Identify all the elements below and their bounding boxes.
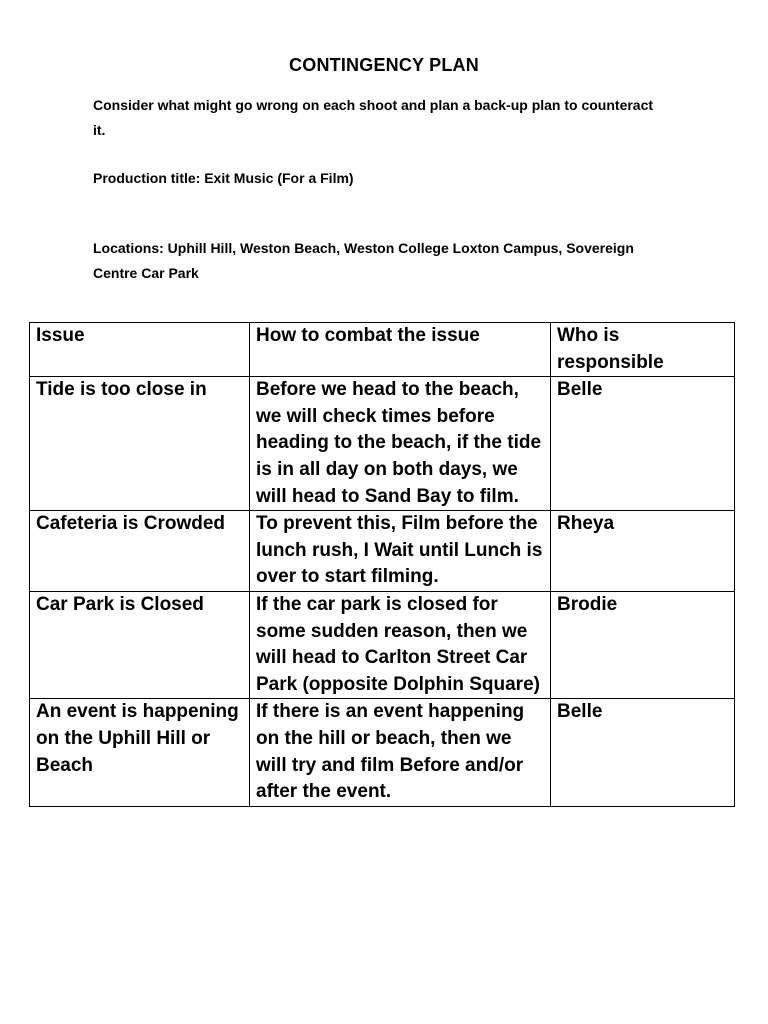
combat-cell: To prevent this, Film before the lunch rush, I Wait until Lunch is over to start filming. bbox=[250, 511, 551, 592]
table-header-row bbox=[30, 323, 735, 377]
combat-cell: If there is an event happening on the hill or beach, then we will try and film Before and/or after the event. bbox=[250, 699, 551, 806]
page-title: CONTINGENCY PLAN bbox=[289, 55, 479, 75]
locations-text: Locations: Uphill Hill, Weston Beach, Weston College Loxton Campus, Sovereign Centre Car Park bbox=[93, 240, 634, 281]
combat-cell: Before we head to the beach, we will check times before heading to the beach, if the tide is in all day on both days, we will head to Sand Bay to film. bbox=[250, 377, 551, 511]
table-row bbox=[30, 377, 735, 511]
issue-cell: An event is happening on the Uphill Hill or Beach bbox=[30, 699, 250, 806]
responsible-cell: Belle bbox=[551, 377, 735, 511]
responsible-cell: Rheya bbox=[551, 511, 735, 592]
contingency-table bbox=[29, 322, 735, 807]
responsible-cell: Belle bbox=[551, 699, 735, 806]
intro-text: Consider what might go wrong on each shoot and plan a back-up plan to counteract it. bbox=[93, 97, 654, 138]
production-title: Production title: Exit Music (For a Film) bbox=[93, 170, 354, 186]
header-combat: How to combat the issue bbox=[250, 323, 551, 377]
combat-cell: If the car park is closed for some sudden reason, then we will head to Carlton Street Car Park (opposite Dolphin Square) bbox=[250, 591, 551, 698]
issue-cell: Cafeteria is Crowded bbox=[30, 511, 250, 592]
table-row bbox=[30, 699, 735, 806]
issue-cell: Car Park is Closed bbox=[30, 591, 250, 698]
header-responsible: Who is responsible bbox=[551, 323, 735, 377]
responsible-cell: Brodie bbox=[551, 591, 735, 698]
issue-cell: Tide is too close in bbox=[30, 377, 250, 511]
header-issue: Issue bbox=[30, 323, 250, 377]
table-row bbox=[30, 591, 735, 698]
table-row bbox=[30, 511, 735, 592]
